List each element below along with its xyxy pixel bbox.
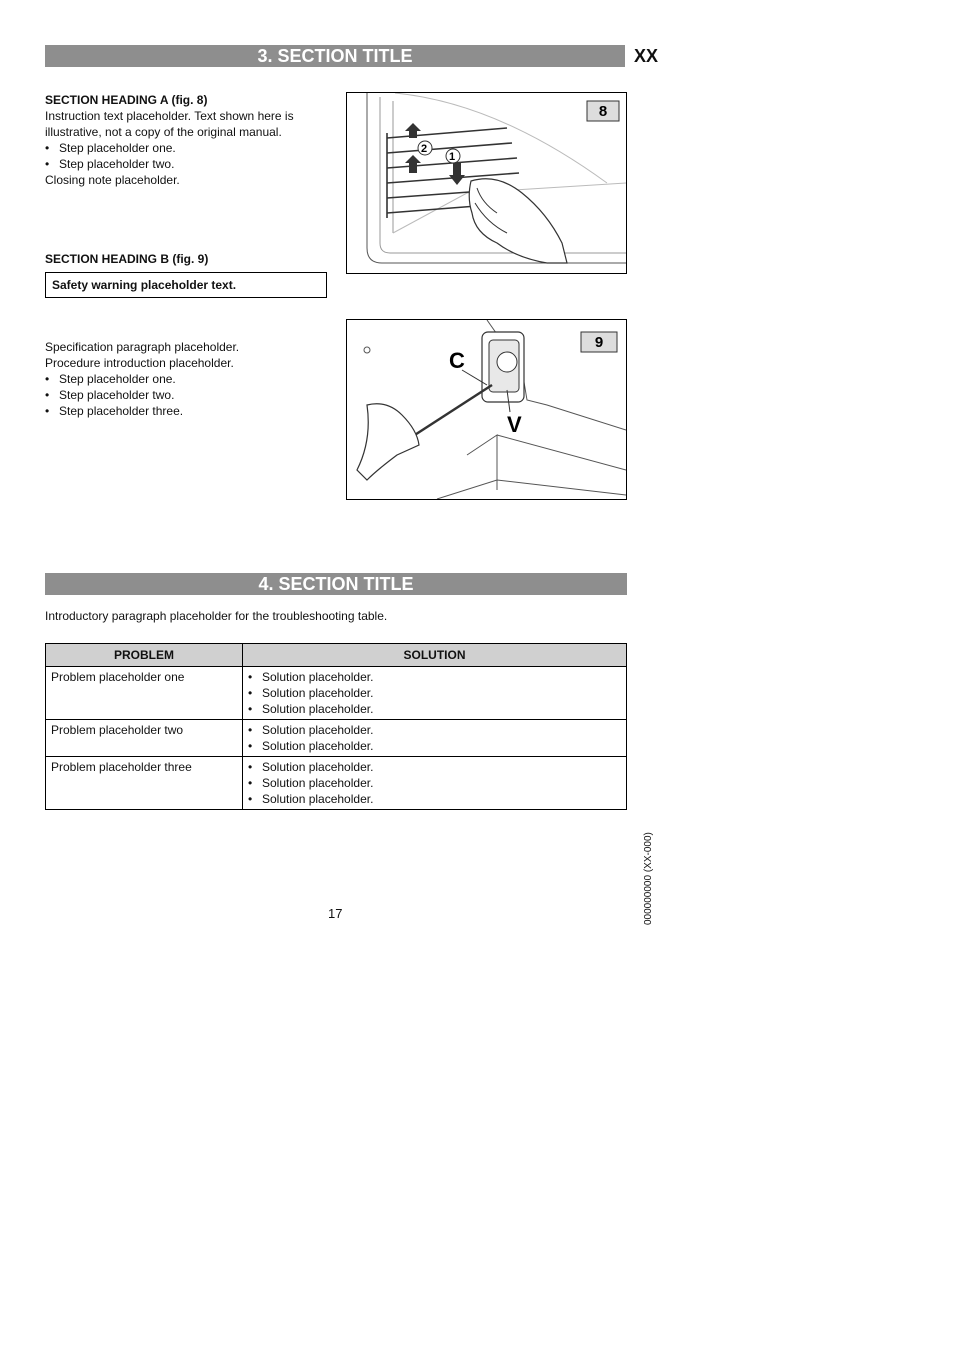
solution-item: • Solution placeholder. <box>248 775 621 791</box>
solution-cell <box>243 667 627 720</box>
lamp-steps <box>45 371 326 419</box>
solution-item: • Solution placeholder. <box>248 738 621 754</box>
problem-cell: Problem placeholder three <box>46 757 243 810</box>
rails-section <box>45 92 326 188</box>
label-v: V <box>507 412 522 437</box>
table-row <box>46 667 627 720</box>
solution-item: • Solution placeholder. <box>248 669 621 685</box>
lamp-step-1: • Step placeholder one. <box>45 371 326 387</box>
callout-2: 2 <box>421 143 428 155</box>
troubleshooting-table <box>45 643 627 810</box>
solution-item: • Solution placeholder. <box>248 722 621 738</box>
figure-8-oven-rails <box>346 92 627 274</box>
warning-box: Safety warning placeholder text. <box>45 272 327 298</box>
lamp-step-2: • Step placeholder two. <box>45 387 326 403</box>
lamp-para-1: Specification paragraph placeholder. <box>45 340 240 354</box>
solution-item: • Solution placeholder. <box>248 701 621 717</box>
rails-step-1: • Step placeholder one. <box>45 140 326 156</box>
figure-8-number: 8 <box>598 103 608 120</box>
figure-9-number: 9 <box>594 334 604 351</box>
section-4-title: 4. SECTION TITLE <box>45 573 627 595</box>
document-code: 000000000 (XX-000) <box>643 832 654 925</box>
solution-item: • Solution placeholder. <box>248 791 621 807</box>
label-c: C <box>449 348 465 373</box>
problem-cell: Problem placeholder two <box>46 720 243 757</box>
lamp-para-2: Procedure introduction placeholder. <box>45 356 234 370</box>
table-row <box>46 720 627 757</box>
solution-cell <box>243 720 627 757</box>
solution-cell <box>243 757 627 810</box>
table-header-row <box>46 644 627 667</box>
column-header-solution: SOLUTION <box>243 644 627 667</box>
lamp-section <box>45 339 326 419</box>
problem-cell: Problem placeholder one <box>46 667 243 720</box>
rails-heading: SECTION HEADING A (fig. 8) <box>45 93 208 107</box>
section-3-title: 3. SECTION TITLE <box>45 45 625 67</box>
rails-step-2: • Step placeholder two. <box>45 156 326 172</box>
solution-item: • Solution placeholder. <box>248 759 621 775</box>
oven-rails-illustration <box>347 93 626 273</box>
lamp-heading: SECTION HEADING B (fig. 9) <box>45 252 209 266</box>
callout-1: 1 <box>449 151 456 163</box>
page-number: 17 <box>328 906 343 921</box>
lamp-step-3: • Step placeholder three. <box>45 403 326 419</box>
language-code: XX <box>634 46 659 66</box>
column-header-problem: PROBLEM <box>46 644 243 667</box>
lamp-replacement-illustration <box>347 320 626 499</box>
table-row <box>46 757 627 810</box>
rails-outro: Closing note placeholder. <box>45 173 180 187</box>
solution-item: • Solution placeholder. <box>248 685 621 701</box>
rails-intro: Instruction text placeholder. Text shown here is illustrative, not a copy of the original manual. <box>45 109 294 139</box>
lamp-heading-wrap <box>45 251 326 267</box>
figure-9-lamp <box>346 319 627 500</box>
rails-steps <box>45 140 326 172</box>
troubleshooting-intro: Introductory paragraph placeholder for the troubleshooting table. <box>45 609 388 623</box>
